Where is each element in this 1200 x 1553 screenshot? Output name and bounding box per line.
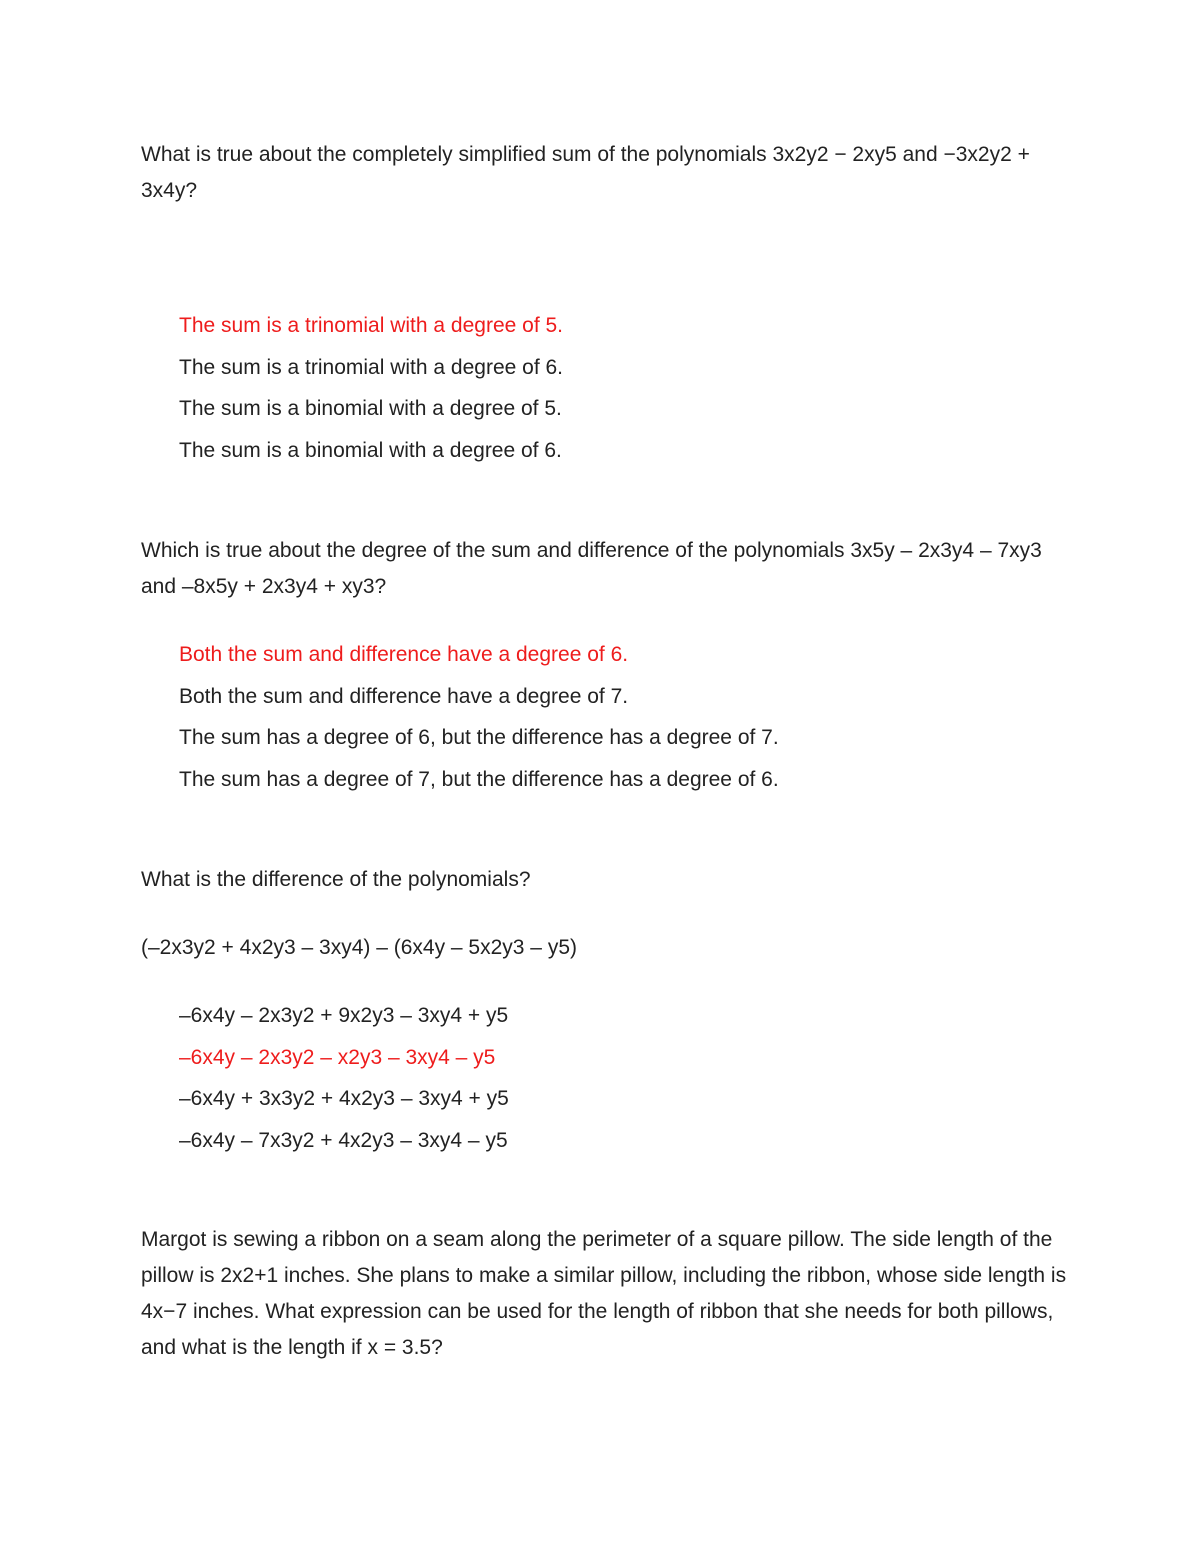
question-3-option-b: –6x4y – 2x3y2 – x2y3 – 3xy4 – y5 (179, 1045, 496, 1069)
question-1-options (179, 305, 1079, 471)
question-2-options (179, 634, 1079, 800)
question-3-option-d: –6x4y – 7x3y2 + 4x2y3 – 3xy4 – y5 (179, 1128, 508, 1152)
question-2-option-c: The sum has a degree of 6, but the difference has a degree of 7. (179, 726, 779, 749)
question-1-prompt: What is true about the completely simplified sum of the polynomials 3x2y2 − 2xy5 and −3x2y2 + 3x4y? (141, 143, 1030, 202)
word-problem-text: Margot is sewing a ribbon on a seam along the perimeter of a square pillow. The side length of the pillow is 2x2+1 inches. She plans to make a similar pillow, including the ribbon, whose side length is 4x−7 inches. What expression can be used for the length of ribbon that she needs for both pillows, and what is the length if x = 3.5? (141, 1228, 1067, 1359)
question-2-option-a: Both the sum and difference have a degree of 6. (179, 643, 629, 666)
question-2-option-b: Both the sum and difference have a degree of 7. (179, 684, 629, 708)
question-3-option-c: –6x4y + 3x3y2 + 4x2y3 – 3xy4 + y5 (179, 1087, 509, 1110)
question-3-expression: (–2x3y2 + 4x2y3 – 3xy4) – (6x4y – 5x2y3 – y5) (141, 936, 577, 959)
question-1-option-c: The sum is a binomial with a degree of 5. (179, 397, 562, 420)
question-1-option-b: The sum is a trinomial with a degree of 6. (179, 355, 564, 379)
question-1-option-d: The sum is a binomial with a degree of 6. (179, 438, 562, 462)
question-3-prompt: What is the difference of the polynomials? (141, 868, 531, 891)
question-3-options (179, 995, 1079, 1161)
question-1-option-a: The sum is a trinomial with a degree of 5. (179, 314, 564, 337)
question-2-prompt: Which is true about the degree of the sum and difference of the polynomials 3x5y – 2x3y4 – 7xy3 and –8x5y + 2x3y4 + xy3? (141, 539, 1042, 598)
question-3-option-a: –6x4y – 2x3y2 + 9x2y3 – 3xy4 + y5 (179, 1004, 509, 1027)
question-2-option-d: The sum has a degree of 7, but the difference has a degree of 6. (179, 767, 779, 791)
